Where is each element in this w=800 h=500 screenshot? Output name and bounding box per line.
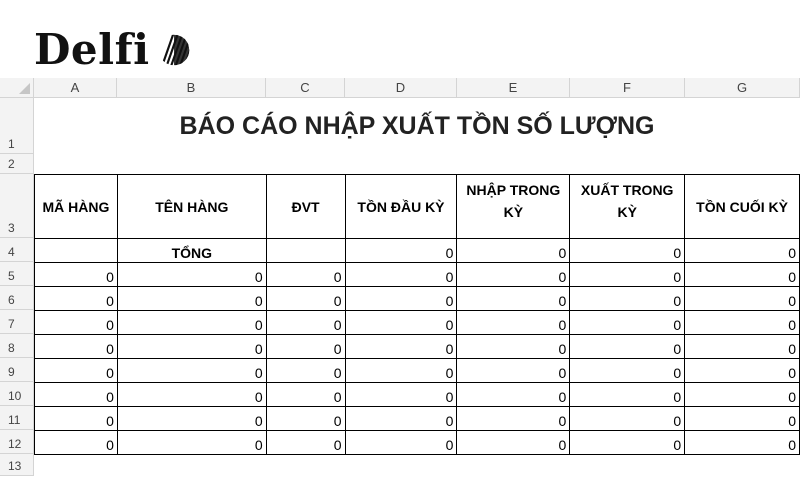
row-header-11[interactable]: 11 xyxy=(0,406,34,430)
row-header-5[interactable]: 5 xyxy=(0,262,34,286)
cell[interactable]: 0 xyxy=(570,311,685,335)
cell[interactable]: 0 xyxy=(685,311,800,335)
cell[interactable]: 0 xyxy=(685,239,800,263)
cell[interactable]: 0 xyxy=(35,311,118,335)
header-ton-cuoi-ky[interactable]: TỒN CUỐI KỲ xyxy=(685,175,800,239)
delfi-logo xyxy=(34,26,192,74)
table-row xyxy=(35,335,800,359)
cell[interactable]: 0 xyxy=(345,311,457,335)
cell[interactable]: 0 xyxy=(345,431,457,455)
column-header-a[interactable]: A xyxy=(34,78,117,98)
table-row xyxy=(35,407,800,431)
report-title[interactable]: BÁO CÁO NHẬP XUẤT TỒN SỐ LƯỢNG xyxy=(179,111,655,140)
row-header-8[interactable]: 8 xyxy=(0,334,34,358)
cell[interactable]: 0 xyxy=(117,263,266,287)
column-header-f[interactable]: F xyxy=(570,78,685,98)
cell[interactable]: 0 xyxy=(457,287,570,311)
cell[interactable]: 0 xyxy=(117,287,266,311)
cell[interactable]: 0 xyxy=(570,431,685,455)
table-row xyxy=(35,263,800,287)
cell[interactable]: 0 xyxy=(345,287,457,311)
total-label[interactable]: TỔNG xyxy=(117,239,266,263)
column-header-b[interactable]: B xyxy=(117,78,266,98)
cell[interactable]: 0 xyxy=(117,359,266,383)
cell[interactable]: 0 xyxy=(266,335,345,359)
cell[interactable]: 0 xyxy=(570,335,685,359)
table-row xyxy=(35,287,800,311)
table-row xyxy=(35,359,800,383)
cell[interactable] xyxy=(266,239,345,263)
cell[interactable]: 0 xyxy=(457,335,570,359)
column-header-c[interactable]: C xyxy=(266,78,345,98)
header-ton-dau-ky[interactable]: TỒN ĐẦU KỲ xyxy=(345,175,457,239)
table-row xyxy=(35,311,800,335)
column-header-g[interactable]: G xyxy=(685,78,800,98)
select-all-corner[interactable] xyxy=(0,78,34,98)
cell[interactable]: 0 xyxy=(570,407,685,431)
cell[interactable]: 0 xyxy=(570,263,685,287)
cell[interactable]: 0 xyxy=(685,383,800,407)
header-ma-hang[interactable]: MÃ HÀNG xyxy=(35,175,118,239)
cell[interactable]: 0 xyxy=(345,239,457,263)
empty-row-13[interactable] xyxy=(34,454,800,476)
row-header-2[interactable]: 2 xyxy=(0,154,34,174)
row-header-7[interactable]: 7 xyxy=(0,310,34,334)
striped-circle-icon xyxy=(156,32,192,68)
column-header-d[interactable]: D xyxy=(345,78,457,98)
cell[interactable]: 0 xyxy=(570,359,685,383)
header-dvt[interactable]: ĐVT xyxy=(266,175,345,239)
cell[interactable]: 0 xyxy=(457,359,570,383)
cell[interactable]: 0 xyxy=(117,335,266,359)
cell[interactable] xyxy=(35,239,118,263)
cell[interactable]: 0 xyxy=(570,239,685,263)
row-header-4[interactable]: 4 xyxy=(0,238,34,262)
cell[interactable]: 0 xyxy=(117,431,266,455)
cell[interactable]: 0 xyxy=(685,407,800,431)
row-header-10[interactable]: 10 xyxy=(0,382,34,406)
cell[interactable]: 0 xyxy=(35,287,118,311)
cell[interactable]: 0 xyxy=(570,287,685,311)
cell[interactable]: 0 xyxy=(685,335,800,359)
cell[interactable]: 0 xyxy=(345,359,457,383)
cell[interactable]: 0 xyxy=(266,383,345,407)
cell[interactable]: 0 xyxy=(457,431,570,455)
column-header-e[interactable]: E xyxy=(457,78,570,98)
cell[interactable]: 0 xyxy=(35,383,118,407)
spreadsheet xyxy=(0,78,800,500)
cell[interactable]: 0 xyxy=(35,407,118,431)
row-header-6[interactable]: 6 xyxy=(0,286,34,310)
cell[interactable]: 0 xyxy=(35,263,118,287)
header-xuat-trong-ky[interactable]: XUẤT TRONG KỲ xyxy=(570,175,685,239)
cell[interactable]: 0 xyxy=(457,239,570,263)
cell[interactable]: 0 xyxy=(266,263,345,287)
cell[interactable]: 0 xyxy=(345,335,457,359)
cell[interactable]: 0 xyxy=(266,311,345,335)
table-row xyxy=(35,383,800,407)
cell[interactable]: 0 xyxy=(457,311,570,335)
cell[interactable]: 0 xyxy=(457,383,570,407)
header-nhap-trong-ky[interactable]: NHẬP TRONG KỲ xyxy=(457,175,570,239)
cell[interactable]: 0 xyxy=(457,263,570,287)
row-header-1[interactable]: 1 xyxy=(0,98,34,154)
row-header-13[interactable]: 13 xyxy=(0,454,34,476)
cell[interactable]: 0 xyxy=(266,431,345,455)
cell[interactable]: 0 xyxy=(457,407,570,431)
cell[interactable]: 0 xyxy=(117,383,266,407)
header-ten-hang[interactable]: TÊN HÀNG xyxy=(117,175,266,239)
logo-text: Delfi xyxy=(34,25,150,74)
cell[interactable]: 0 xyxy=(345,383,457,407)
cell[interactable]: 0 xyxy=(35,359,118,383)
cell[interactable]: 0 xyxy=(35,431,118,455)
row-header-12[interactable]: 12 xyxy=(0,430,34,454)
cell[interactable]: 0 xyxy=(345,263,457,287)
cell[interactable]: 0 xyxy=(685,287,800,311)
cell[interactable]: 0 xyxy=(266,287,345,311)
total-row xyxy=(35,239,800,263)
cell[interactable]: 0 xyxy=(35,335,118,359)
cell[interactable]: 0 xyxy=(117,311,266,335)
row-header-3[interactable]: 3 xyxy=(0,174,34,238)
cell[interactable]: 0 xyxy=(266,359,345,383)
row-header-9[interactable]: 9 xyxy=(0,358,34,382)
table-row xyxy=(35,431,800,455)
cell[interactable]: 0 xyxy=(345,407,457,431)
cell[interactable]: 0 xyxy=(685,359,800,383)
cell[interactable]: 0 xyxy=(266,407,345,431)
cell[interactable]: 0 xyxy=(685,263,800,287)
cell[interactable]: 0 xyxy=(685,431,800,455)
cell[interactable]: 0 xyxy=(117,407,266,431)
header-row xyxy=(35,175,800,239)
report-table xyxy=(34,174,800,455)
cell[interactable]: 0 xyxy=(570,383,685,407)
